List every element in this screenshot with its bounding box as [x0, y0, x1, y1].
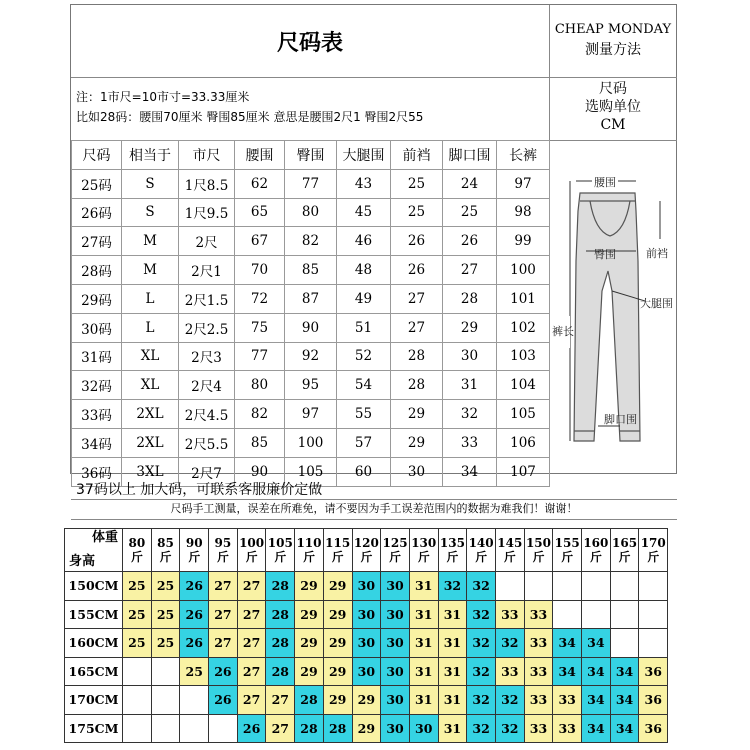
size-recommendation-cell: 29: [352, 714, 381, 743]
size-row: [72, 428, 550, 457]
size-recommendation-cell: 30: [352, 572, 381, 601]
size-cell: 26: [391, 256, 443, 285]
divider: [71, 519, 677, 520]
size-recommendation-cell: 32: [467, 600, 496, 629]
size-cell: 27码: [72, 227, 122, 256]
size-row: [72, 256, 550, 285]
size-cell: 29: [443, 313, 497, 342]
size-recommendation-cell: 29: [352, 686, 381, 715]
size-cell: 97: [285, 400, 337, 429]
size-cell: 101: [497, 284, 550, 313]
corner-weight-label: 体重: [91, 530, 118, 545]
size-row: [72, 313, 550, 342]
size-row: [72, 371, 550, 400]
size-recommendation-cell: 32: [495, 686, 524, 715]
size-cell: 26码: [72, 198, 122, 227]
size-recommendation-cell: 27: [209, 629, 238, 658]
size-cell: 33: [443, 428, 497, 457]
height-row: [65, 629, 668, 658]
size-recommendation-cell: 32: [438, 572, 467, 601]
size-cell: 95: [285, 371, 337, 400]
size-recommendation-cell: 26: [180, 629, 209, 658]
size-recommendation-cell: 29: [295, 629, 324, 658]
size-recommendation-cell: 34: [582, 629, 611, 658]
unit-line3: CM: [600, 117, 626, 133]
size-cell: 55: [337, 400, 391, 429]
size-col-header: 前裆: [391, 141, 443, 170]
size-cell: 70: [235, 256, 285, 285]
size-cell: 25: [391, 169, 443, 198]
page-title: 尺码表: [276, 31, 343, 56]
size-recommendation-cell: 29: [323, 657, 352, 686]
label-length: 裤长: [552, 325, 574, 338]
size-cell: 105: [285, 457, 337, 486]
size-cell: 2尺4.5: [179, 400, 235, 429]
size-cell: 2XL: [122, 428, 179, 457]
label-thigh: 大腿围: [640, 297, 673, 310]
size-recommendation-cell: 28: [266, 629, 295, 658]
size-recommendation-cell: [582, 572, 611, 601]
weight-header-cell: 110斤: [295, 529, 324, 572]
size-recommendation-cell: 34: [553, 629, 582, 658]
size-recommendation-cell: [495, 572, 524, 601]
size-recommendation-cell: 33: [524, 600, 553, 629]
disclaimer: 尺码手工测量，误差在所难免，请不要因为手工误差范围内的数据为难我们！谢谢！: [170, 502, 578, 515]
size-cell: 62: [235, 169, 285, 198]
size-cell: 1尺9.5: [179, 198, 235, 227]
size-recommendation-cell: [123, 714, 152, 743]
weight-header-cell: 145斤: [495, 529, 524, 572]
size-cell: 51: [337, 313, 391, 342]
size-cell: 90: [285, 313, 337, 342]
size-recommendation-cell: 34: [553, 657, 582, 686]
label-rise: 前裆: [646, 247, 668, 260]
size-recommendation-cell: 28: [266, 657, 295, 686]
size-recommendation-cell: [180, 686, 209, 715]
size-recommendation-cell: 27: [237, 629, 266, 658]
size-cell: XL: [122, 371, 179, 400]
size-recommendation-cell: 25: [123, 572, 152, 601]
size-recommendation-cell: 32: [495, 629, 524, 658]
size-recommendation-cell: 34: [582, 686, 611, 715]
size-recommendation-cell: 33: [524, 686, 553, 715]
size-cell: 2尺: [179, 227, 235, 256]
weight-header-cell: 170斤: [639, 529, 668, 572]
size-recommendation-cell: 25: [180, 657, 209, 686]
size-col-header: 长裤: [497, 141, 550, 170]
size-recommendation-cell: 31: [438, 657, 467, 686]
size-cell: 2XL: [122, 400, 179, 429]
size-col-header: 市尺: [179, 141, 235, 170]
size-cell: 82: [285, 227, 337, 256]
size-cell: 99: [497, 227, 550, 256]
size-cell: 65: [235, 198, 285, 227]
size-recommendation-cell: 36: [639, 714, 668, 743]
size-recommendation-cell: 31: [409, 629, 438, 658]
size-recommendation-cell: 25: [123, 629, 152, 658]
size-recommendation-cell: 26: [180, 572, 209, 601]
height-label: 170CM: [65, 686, 123, 715]
height-label: 160CM: [65, 629, 123, 658]
size-cell: 87: [285, 284, 337, 313]
size-recommendation-cell: 27: [209, 600, 238, 629]
size-recommendation-cell: 30: [352, 657, 381, 686]
size-col-header: 相当于: [122, 141, 179, 170]
size-cell: 43: [337, 169, 391, 198]
size-recommendation-cell: [553, 600, 582, 629]
size-recommendation-cell: 30: [381, 600, 410, 629]
height-row: [65, 714, 668, 743]
unit-line1: 尺码: [599, 81, 627, 97]
weight-header-cell: 130斤: [409, 529, 438, 572]
height-row: [65, 657, 668, 686]
size-recommendation-cell: 25: [123, 600, 152, 629]
weight-header-cell: 150斤: [524, 529, 553, 572]
size-cell: M: [122, 227, 179, 256]
weight-header-row: [65, 529, 668, 572]
weight-header-cell: 155斤: [553, 529, 582, 572]
weight-header-cell: 125斤: [381, 529, 410, 572]
size-recommendation-cell: 28: [266, 572, 295, 601]
size-cell: 100: [497, 256, 550, 285]
size-recommendation-cell: 31: [438, 686, 467, 715]
size-recommendation-cell: [610, 600, 639, 629]
size-cell: 77: [285, 169, 337, 198]
size-cell: S: [122, 169, 179, 198]
size-recommendation-cell: 34: [582, 714, 611, 743]
size-recommendation-cell: [123, 657, 152, 686]
size-row: [72, 284, 550, 313]
weight-header-cell: 80斤: [123, 529, 152, 572]
size-cell: 1尺8.5: [179, 169, 235, 198]
size-cell: 31码: [72, 342, 122, 371]
size-cell: 82: [235, 400, 285, 429]
size-cell: 54: [337, 371, 391, 400]
weight-header-cell: 90斤: [180, 529, 209, 572]
size-recommendation-cell: 29: [323, 572, 352, 601]
size-recommendation-cell: 34: [610, 657, 639, 686]
size-recommendation-cell: 33: [524, 657, 553, 686]
weight-header-cell: 85斤: [151, 529, 180, 572]
size-cell: 48: [337, 256, 391, 285]
size-cell: 45: [337, 198, 391, 227]
size-recommendation-cell: 26: [180, 600, 209, 629]
brand-name: CHEAP MONDAY: [554, 22, 672, 37]
size-cell: 28: [391, 371, 443, 400]
size-cell: 2尺2.5: [179, 313, 235, 342]
size-cell: 106: [497, 428, 550, 457]
size-recommendation-cell: [610, 629, 639, 658]
plus-size-note: 37码以上 加大码，可联系客服廉价定做: [76, 482, 323, 498]
size-recommendation-cell: 29: [323, 686, 352, 715]
brand-subtitle: 测量方法: [585, 42, 641, 58]
size-recommendation-cell: [151, 686, 180, 715]
size-cell: 104: [497, 371, 550, 400]
weight-header-cell: 115斤: [323, 529, 352, 572]
size-col-header: 腰围: [235, 141, 285, 170]
size-recommendation-cell: 27: [237, 600, 266, 629]
unit-line2: 选购单位: [585, 99, 641, 115]
size-recommendation-cell: 31: [438, 629, 467, 658]
size-cell: 29: [391, 428, 443, 457]
weight-header-cell: 105斤: [266, 529, 295, 572]
size-recommendation-cell: 32: [467, 657, 496, 686]
weight-header-cell: 135斤: [438, 529, 467, 572]
size-cell: 102: [497, 313, 550, 342]
pants-diagram: [550, 141, 676, 473]
size-recommendation-cell: [639, 629, 668, 658]
weight-height-chart: [64, 528, 668, 743]
size-recommendation-cell: 30: [381, 657, 410, 686]
size-cell: 25: [391, 198, 443, 227]
size-recommendation-cell: 30: [352, 600, 381, 629]
size-recommendation-cell: 33: [524, 629, 553, 658]
size-cell: 27: [391, 284, 443, 313]
size-cell: 25: [443, 198, 497, 227]
note-line-2: 比如28码：腰围70厘米 臀围85厘米 意思是腰围2尺1 臀围2尺55: [76, 110, 424, 124]
size-cell: 36码: [72, 457, 122, 486]
label-hip: 臀围: [594, 248, 616, 261]
size-recommendation-cell: [151, 714, 180, 743]
size-recommendation-cell: 33: [495, 600, 524, 629]
size-recommendation-cell: [610, 572, 639, 601]
height-label: 165CM: [65, 657, 123, 686]
size-cell: 97: [497, 169, 550, 198]
size-cell: 30: [443, 342, 497, 371]
size-cell: 31: [443, 371, 497, 400]
size-cell: 2尺4: [179, 371, 235, 400]
size-recommendation-cell: 29: [323, 629, 352, 658]
size-recommendation-cell: 33: [553, 714, 582, 743]
size-recommendation-cell: 31: [438, 600, 467, 629]
size-cell: 32码: [72, 371, 122, 400]
size-recommendation-cell: [553, 572, 582, 601]
size-cell: 77: [235, 342, 285, 371]
size-cell: L: [122, 313, 179, 342]
size-cell: 32: [443, 400, 497, 429]
size-row: [72, 342, 550, 371]
size-recommendation-cell: 29: [323, 600, 352, 629]
size-table-header: [72, 141, 550, 170]
size-cell: 2尺1: [179, 256, 235, 285]
size-recommendation-cell: 28: [323, 714, 352, 743]
size-cell: 85: [235, 428, 285, 457]
size-recommendation-cell: 32: [467, 686, 496, 715]
size-recommendation-cell: 30: [352, 629, 381, 658]
size-recommendation-cell: [639, 600, 668, 629]
size-cell: 29码: [72, 284, 122, 313]
size-recommendation-cell: 26: [209, 657, 238, 686]
size-cell: 30: [391, 457, 443, 486]
size-recommendation-cell: 29: [295, 600, 324, 629]
size-cell: 60: [337, 457, 391, 486]
size-cell: 2尺1.5: [179, 284, 235, 313]
size-cell: 25码: [72, 169, 122, 198]
size-recommendation-cell: 31: [409, 600, 438, 629]
size-recommendation-cell: 34: [610, 714, 639, 743]
size-cell: 26: [391, 227, 443, 256]
size-cell: M: [122, 256, 179, 285]
size-cell: 26: [443, 227, 497, 256]
size-cell: 34码: [72, 428, 122, 457]
height-row: [65, 600, 668, 629]
corner-height-label: 身高: [69, 554, 96, 569]
size-cell: 80: [235, 371, 285, 400]
size-cell: 28: [443, 284, 497, 313]
size-recommendation-cell: 32: [467, 714, 496, 743]
size-recommendation-cell: 25: [151, 629, 180, 658]
size-cell: 80: [285, 198, 337, 227]
size-table: [71, 140, 550, 487]
size-recommendation-cell: 31: [409, 686, 438, 715]
size-recommendation-cell: 28: [295, 686, 324, 715]
size-recommendation-cell: [123, 686, 152, 715]
size-recommendation-cell: 26: [209, 686, 238, 715]
size-row: [72, 198, 550, 227]
size-cell: 49: [337, 284, 391, 313]
size-cell: 27: [443, 256, 497, 285]
size-cell: 67: [235, 227, 285, 256]
size-cell: XL: [122, 342, 179, 371]
size-cell: 27: [391, 313, 443, 342]
size-recommendation-cell: 26: [237, 714, 266, 743]
size-recommendation-cell: 29: [295, 572, 324, 601]
size-cell: 33码: [72, 400, 122, 429]
size-recommendation-cell: 31: [438, 714, 467, 743]
size-cell: 2尺3: [179, 342, 235, 371]
size-recommendation-cell: 27: [237, 686, 266, 715]
size-col-header: 尺码: [72, 141, 122, 170]
size-recommendation-cell: 29: [295, 657, 324, 686]
size-cell: 29: [391, 400, 443, 429]
size-recommendation-cell: 27: [266, 686, 295, 715]
size-cell: 28: [391, 342, 443, 371]
size-cell: L: [122, 284, 179, 313]
size-cell: 72: [235, 284, 285, 313]
corner-cell: [65, 529, 123, 572]
size-cell: 2尺5.5: [179, 428, 235, 457]
size-recommendation-cell: 25: [151, 572, 180, 601]
size-cell: 2尺7: [179, 457, 235, 486]
size-cell: 98: [497, 198, 550, 227]
size-cell: 24: [443, 169, 497, 198]
unit-cell: [549, 78, 677, 140]
size-cell: 90: [235, 457, 285, 486]
size-recommendation-cell: 28: [266, 600, 295, 629]
weight-header-cell: 95斤: [209, 529, 238, 572]
size-recommendation-cell: 31: [409, 657, 438, 686]
size-recommendation-cell: 27: [209, 572, 238, 601]
size-recommendation-cell: 25: [151, 600, 180, 629]
size-row: [72, 227, 550, 256]
weight-header-cell: 165斤: [610, 529, 639, 572]
size-cell: 75: [235, 313, 285, 342]
size-recommendation-cell: 33: [553, 686, 582, 715]
size-recommendation-cell: 34: [610, 686, 639, 715]
size-recommendation-cell: 28: [295, 714, 324, 743]
size-cell: 103: [497, 342, 550, 371]
size-cell: 57: [337, 428, 391, 457]
size-cell: S: [122, 198, 179, 227]
height-label: 150CM: [65, 572, 123, 601]
size-recommendation-cell: 33: [524, 714, 553, 743]
height-label: 175CM: [65, 714, 123, 743]
size-recommendation-cell: 31: [409, 572, 438, 601]
size-recommendation-cell: 32: [495, 714, 524, 743]
size-recommendation-cell: [151, 657, 180, 686]
size-cell: 92: [285, 342, 337, 371]
size-cell: 52: [337, 342, 391, 371]
size-cell: 85: [285, 256, 337, 285]
size-col-header: 脚口围: [443, 141, 497, 170]
size-recommendation-cell: [582, 600, 611, 629]
size-recommendation-cell: 27: [237, 572, 266, 601]
size-recommendation-cell: [209, 714, 238, 743]
size-recommendation-cell: 33: [495, 657, 524, 686]
label-waist: 腰围: [594, 176, 616, 189]
size-recommendation-cell: [639, 572, 668, 601]
size-cell: 107: [497, 457, 550, 486]
size-recommendation-cell: 27: [237, 657, 266, 686]
size-recommendation-cell: 36: [639, 686, 668, 715]
size-recommendation-cell: [180, 714, 209, 743]
weight-header-cell: 100斤: [237, 529, 266, 572]
brand-cell: [549, 6, 677, 77]
size-cell: 100: [285, 428, 337, 457]
size-cell: 46: [337, 227, 391, 256]
size-recommendation-cell: 30: [381, 629, 410, 658]
size-recommendation-cell: 36: [639, 657, 668, 686]
size-cell: 34: [443, 457, 497, 486]
size-recommendation-cell: 32: [467, 629, 496, 658]
size-cell: 28码: [72, 256, 122, 285]
height-label: 155CM: [65, 600, 123, 629]
note-line-1: 注：1市尺=10市寸=33.33厘米: [76, 90, 250, 104]
weight-header-cell: 160斤: [582, 529, 611, 572]
height-row: [65, 572, 668, 601]
size-recommendation-cell: 32: [467, 572, 496, 601]
size-col-header: 臀围: [285, 141, 337, 170]
size-cell: 30码: [72, 313, 122, 342]
size-recommendation-cell: 30: [409, 714, 438, 743]
size-cell: 3XL: [122, 457, 179, 486]
size-recommendation-cell: 30: [381, 572, 410, 601]
size-row: [72, 400, 550, 429]
size-recommendation-cell: 30: [381, 714, 410, 743]
size-recommendation-cell: 34: [582, 657, 611, 686]
size-recommendation-cell: 30: [381, 686, 410, 715]
label-hem: 脚口围: [604, 413, 637, 426]
size-recommendation-cell: [524, 572, 553, 601]
height-row: [65, 686, 668, 715]
size-recommendation-cell: 27: [266, 714, 295, 743]
size-row: [72, 169, 550, 198]
size-cell: 105: [497, 400, 550, 429]
size-col-header: 大腿围: [337, 141, 391, 170]
weight-header-cell: 120斤: [352, 529, 381, 572]
weight-header-cell: 140斤: [467, 529, 496, 572]
